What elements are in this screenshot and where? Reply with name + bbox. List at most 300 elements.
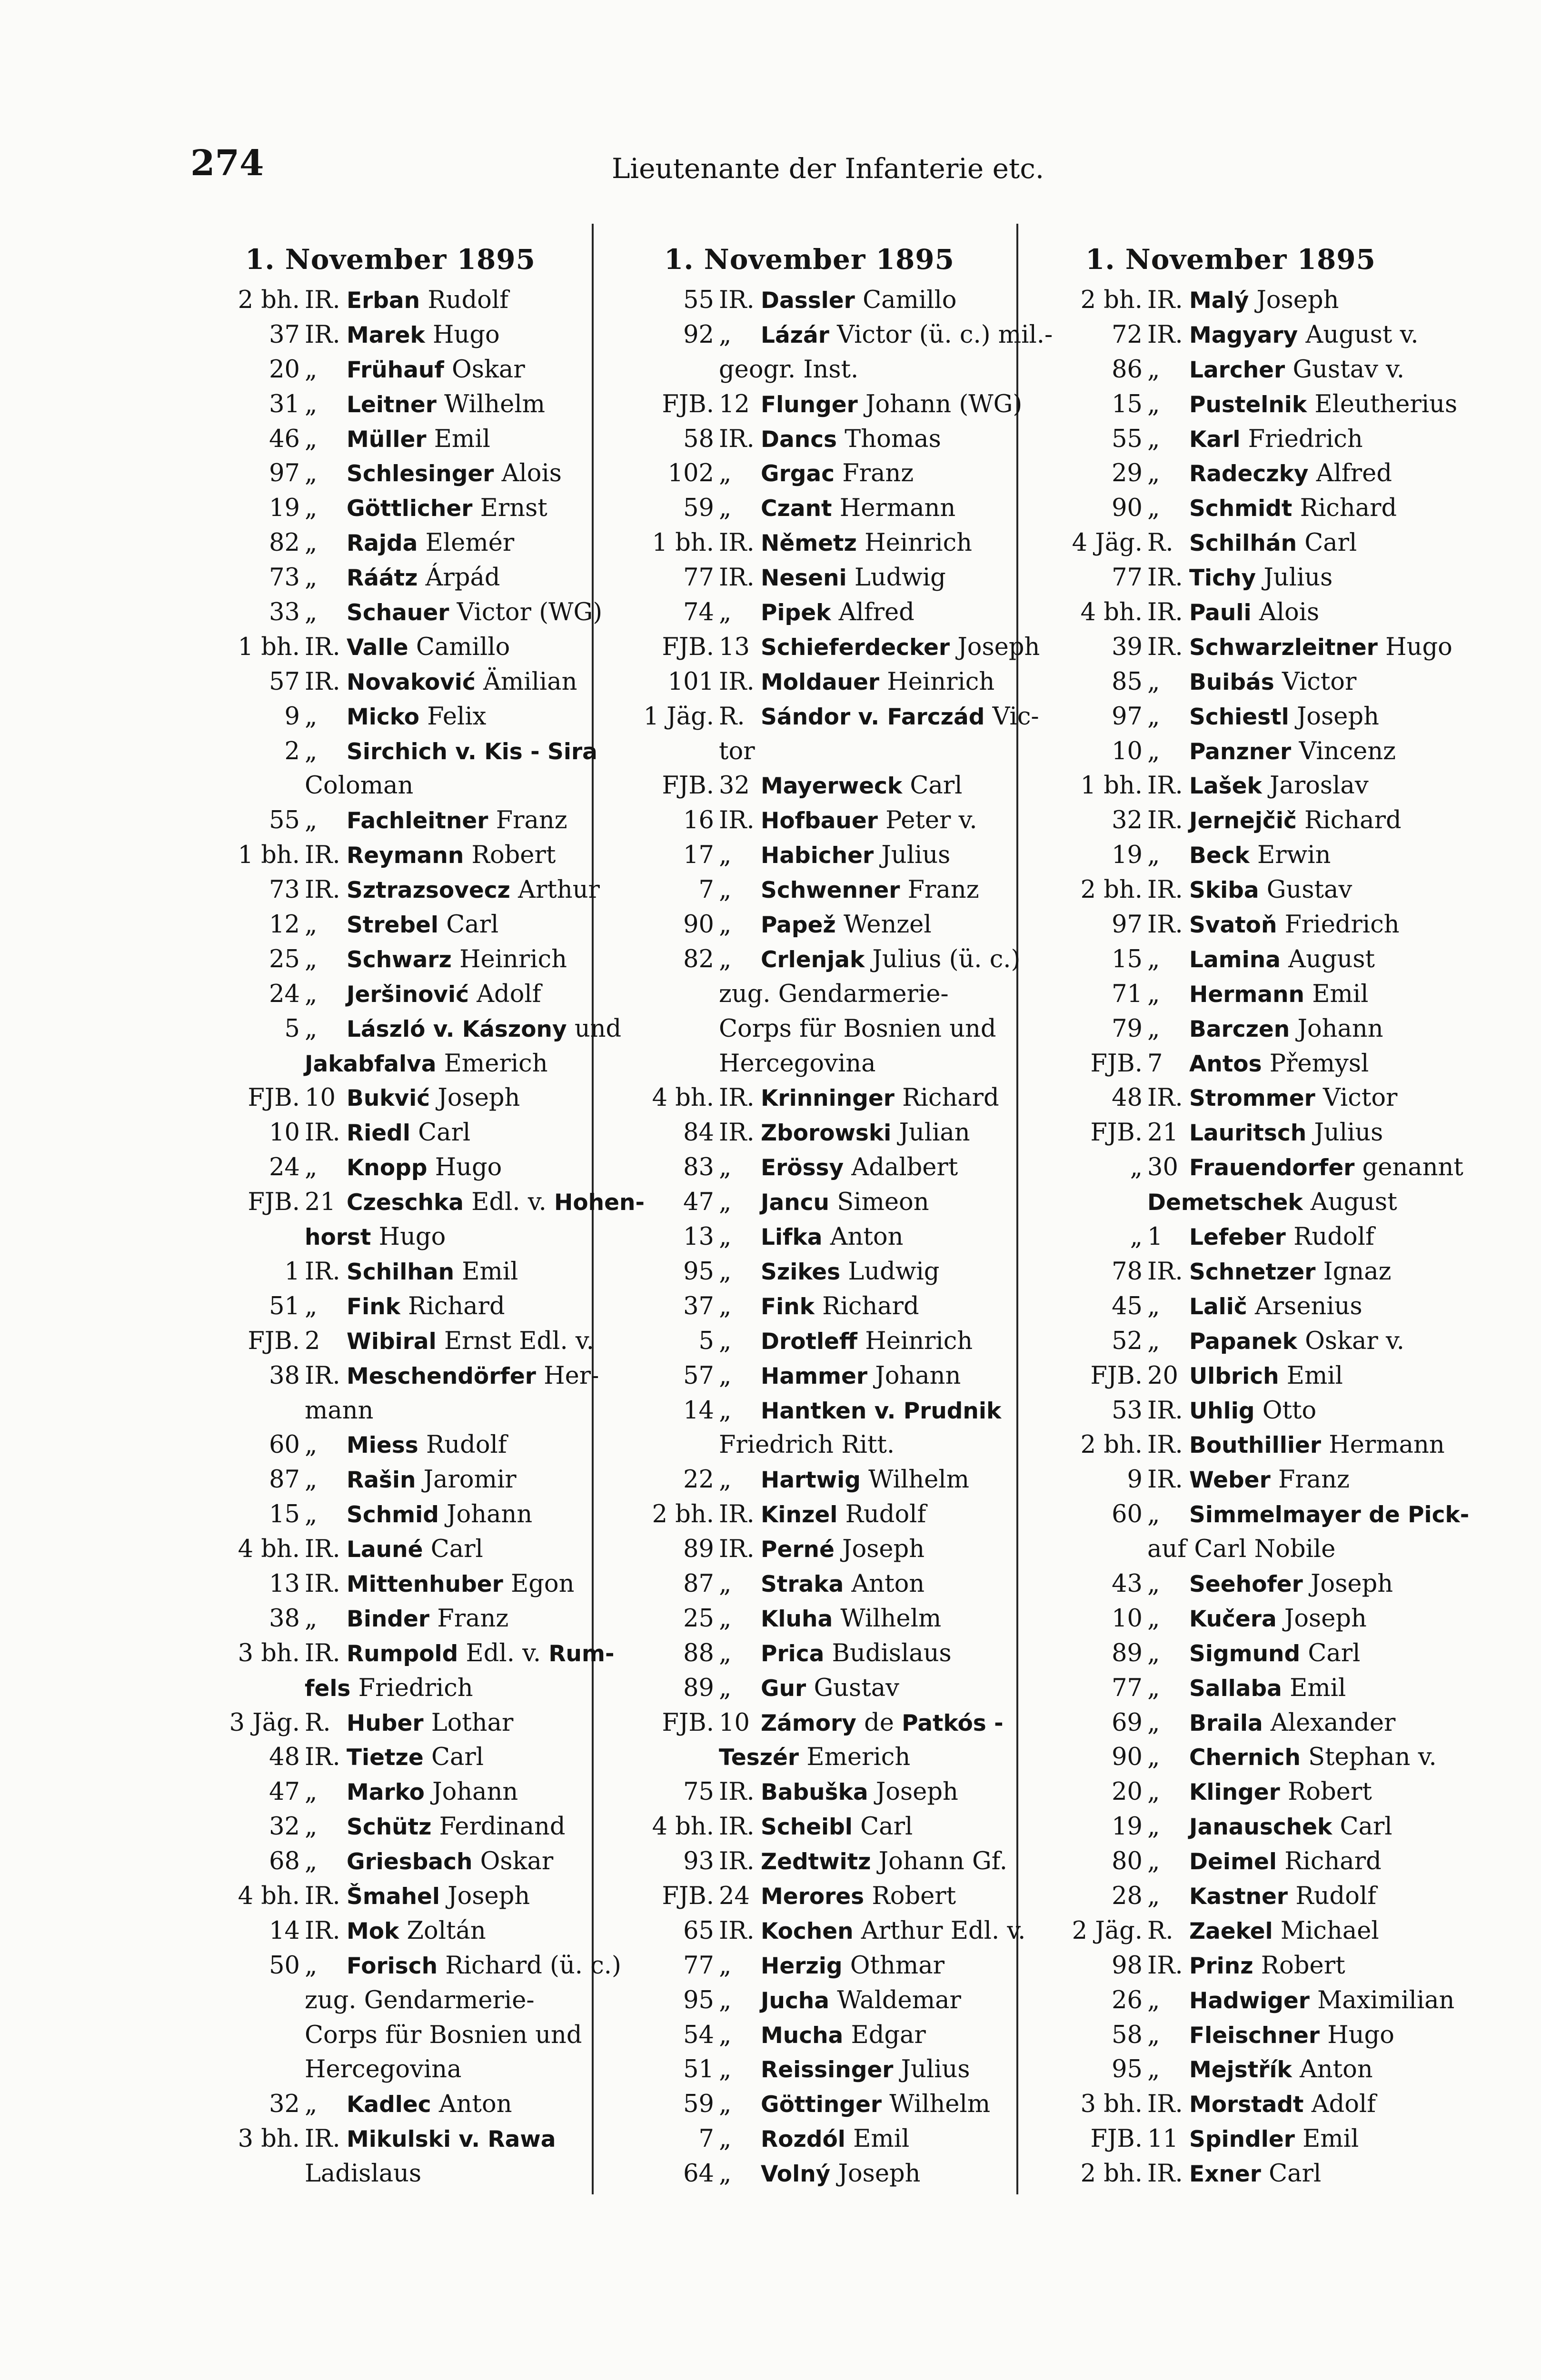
unit-number: 19 bbox=[1112, 841, 1143, 870]
surname: Sándor v. Farczád bbox=[761, 704, 985, 730]
unit-number: 25 bbox=[269, 945, 300, 973]
entry-line bbox=[595, 908, 1024, 942]
entry-line bbox=[1024, 630, 1452, 665]
surname: Mittenhuber bbox=[347, 1571, 503, 1597]
unit-type: „ bbox=[1147, 737, 1160, 765]
surname: Dancs bbox=[761, 426, 837, 453]
given-name: Robert bbox=[1288, 1778, 1372, 1806]
surname: Herzig bbox=[761, 1953, 843, 1979]
given-name: Rudolf bbox=[845, 1500, 926, 1529]
unit-number: 89 bbox=[1112, 1639, 1143, 1667]
unit-number: 20 bbox=[269, 355, 300, 384]
surname: Mejstřík bbox=[1189, 2057, 1292, 2083]
unit-type: IR. bbox=[1147, 772, 1183, 800]
given-name: Joseph bbox=[957, 633, 1040, 661]
unit-number: 46 bbox=[269, 425, 300, 453]
unit-type: „ bbox=[1147, 945, 1160, 973]
unit-type: 1 bbox=[1147, 1223, 1163, 1251]
unit-number: 3 bh. bbox=[238, 1639, 300, 1667]
unit-number: 69 bbox=[1112, 1708, 1143, 1737]
given-name: Julius bbox=[881, 841, 951, 870]
unit-number: 60 bbox=[269, 1431, 300, 1459]
surname: Kučera bbox=[1189, 1606, 1277, 1632]
given-name: Victor bbox=[1282, 667, 1357, 696]
unit-number: 2 bbox=[284, 737, 300, 765]
given-name: Robert bbox=[872, 1882, 956, 1910]
surname: Hermann bbox=[1189, 981, 1304, 1008]
entry-line bbox=[595, 1116, 1024, 1150]
entry-line bbox=[1024, 1012, 1438, 1047]
surname: Czeschka bbox=[347, 1190, 464, 1216]
unit-type: „ bbox=[305, 1466, 318, 1494]
unit-number: 15 bbox=[1112, 945, 1143, 973]
surname-continued: Teszér bbox=[719, 1745, 799, 1771]
entry-line bbox=[1024, 1844, 1438, 1879]
unit-number: 77 bbox=[683, 1951, 714, 1980]
unit-type: „ bbox=[1147, 1708, 1160, 1737]
unit-number: 89 bbox=[683, 1674, 714, 1702]
entry-line bbox=[1024, 1394, 1438, 1428]
entry-line bbox=[181, 1289, 600, 1324]
unit-type: IR. bbox=[305, 286, 340, 314]
surname: Jernejčič bbox=[1189, 808, 1297, 834]
surname: Kochen bbox=[761, 1918, 854, 1944]
unit-number: „ bbox=[1130, 1153, 1143, 1182]
given-name: Adalbert bbox=[851, 1153, 958, 1182]
entry-line bbox=[181, 1324, 600, 1359]
given-name: Gustav bbox=[814, 1674, 899, 1702]
surname: Meschendörfer bbox=[347, 1363, 536, 1389]
surname: Moldauer bbox=[761, 669, 880, 695]
unit-type: 20 bbox=[1147, 1361, 1178, 1390]
unit-type: „ bbox=[719, 1569, 732, 1598]
unit-type: „ bbox=[719, 598, 732, 627]
unit-number: 32 bbox=[1112, 806, 1143, 835]
unit-number: 14 bbox=[269, 1916, 300, 1945]
unit-type: „ bbox=[719, 320, 732, 349]
surname: Micko bbox=[347, 704, 420, 730]
column-lines bbox=[595, 283, 1053, 2192]
unit-number: 85 bbox=[1112, 667, 1143, 696]
unit-type: IR. bbox=[1147, 633, 1183, 661]
surname: Sztrazsovecz bbox=[347, 877, 510, 904]
unit-number: 4 bh. bbox=[238, 1535, 300, 1564]
given-name: Robert bbox=[471, 841, 556, 870]
unit-type: „ bbox=[1147, 1327, 1160, 1355]
unit-type: IR. bbox=[719, 806, 755, 835]
given-name: Alfred bbox=[838, 598, 915, 627]
entry-line bbox=[1024, 942, 1438, 977]
unit-type: „ bbox=[719, 911, 732, 939]
entry-line bbox=[181, 387, 600, 422]
unit-number: 60 bbox=[1112, 1500, 1143, 1529]
given-name: Julius bbox=[1314, 1119, 1383, 1147]
entry-line bbox=[595, 838, 1024, 873]
entry-line bbox=[1024, 1185, 1438, 1220]
unit-number: 16 bbox=[683, 806, 714, 835]
continuation-text: Hercegovina bbox=[719, 1049, 876, 1078]
given-name: Emil bbox=[1286, 1361, 1343, 1390]
unit-type: „ bbox=[719, 1188, 732, 1217]
entry-line bbox=[181, 2087, 600, 2122]
entry-line bbox=[1024, 2122, 1438, 2157]
given-name: Victor (WG) bbox=[457, 598, 603, 627]
continuation-text: geogr. Inst. bbox=[719, 355, 859, 384]
surname: Spindler bbox=[1189, 2126, 1295, 2153]
unit-number: 97 bbox=[1112, 702, 1143, 731]
entry-line bbox=[595, 1220, 1024, 1255]
unit-type: IR. bbox=[1147, 286, 1183, 314]
surname-continued: Hohen- bbox=[554, 1190, 645, 1216]
unit-type: „ bbox=[305, 1813, 318, 1841]
continuation-text: tor bbox=[719, 737, 755, 765]
entry-line bbox=[181, 1185, 645, 1220]
unit-number: 54 bbox=[683, 2021, 714, 2049]
entry-line bbox=[595, 873, 1024, 908]
entry-line bbox=[595, 1636, 1024, 1671]
entry-line bbox=[1024, 700, 1438, 734]
given-name: Camillo bbox=[863, 286, 957, 314]
entry-line bbox=[595, 977, 1024, 1012]
surname: Hadwiger bbox=[1189, 1987, 1310, 2014]
given-name: Carl bbox=[1304, 529, 1357, 557]
unit-type: IR. bbox=[1147, 1396, 1183, 1425]
given-name: Joseph bbox=[1256, 286, 1339, 314]
unit-number: 48 bbox=[1112, 1084, 1143, 1112]
given-name: Johann bbox=[447, 1500, 533, 1529]
surname: Lalič bbox=[1189, 1293, 1247, 1320]
given-name: Joseph bbox=[842, 1535, 925, 1564]
surname: Hantken v. Prudnik bbox=[761, 1398, 1002, 1424]
entry-line bbox=[595, 387, 1024, 422]
unit-type: IR. bbox=[1147, 1257, 1183, 1286]
entry-line bbox=[595, 630, 1040, 665]
unit-number: 38 bbox=[269, 1361, 300, 1390]
entry-line bbox=[595, 1289, 1024, 1324]
entry-line bbox=[1024, 561, 1438, 595]
unit-type: „ bbox=[1147, 2055, 1160, 2084]
given-name: Otto bbox=[1262, 1396, 1317, 1425]
unit-type: „ bbox=[1147, 1674, 1160, 1702]
surname-continued: Demetschek bbox=[1147, 1190, 1303, 1216]
entry-line bbox=[1024, 1636, 1438, 1671]
unit-number: 2 bh. bbox=[238, 286, 300, 314]
entry-line bbox=[181, 1255, 600, 1289]
given-name: Adolf bbox=[477, 980, 541, 1008]
unit-number: 24 bbox=[269, 980, 300, 1008]
unit-number: 20 bbox=[1112, 1778, 1143, 1806]
unit-type: „ bbox=[719, 1639, 732, 1667]
surname: Frühauf bbox=[347, 357, 444, 383]
surname: Uhlig bbox=[1189, 1398, 1255, 1424]
unit-number: 32 bbox=[269, 2090, 300, 2119]
given-name: Johann Gf. bbox=[878, 1847, 1007, 1876]
surname: Miess bbox=[347, 1432, 418, 1459]
unit-type: „ bbox=[719, 2160, 732, 2188]
unit-number: 37 bbox=[269, 320, 300, 349]
surname: Schütz bbox=[347, 1814, 432, 1841]
unit-type: „ bbox=[305, 355, 318, 384]
entry-line bbox=[595, 1567, 1024, 1602]
given-name: Joseph bbox=[447, 1882, 530, 1910]
unit-number: 51 bbox=[683, 2055, 714, 2084]
unit-number: 1 bh. bbox=[1080, 772, 1143, 800]
unit-number: 95 bbox=[683, 1986, 714, 2014]
entry-line bbox=[595, 942, 1024, 977]
surname: Neseni bbox=[761, 565, 847, 592]
entry-line bbox=[181, 908, 600, 942]
surname: Schwenner bbox=[761, 877, 900, 904]
unit-number: 4 Jäg. bbox=[1072, 529, 1143, 557]
unit-number: 87 bbox=[269, 1466, 300, 1494]
surname: Flunger bbox=[761, 391, 858, 418]
entry-line bbox=[1024, 1983, 1455, 2018]
entry-line bbox=[181, 422, 600, 457]
unit-number: 29 bbox=[1112, 459, 1143, 488]
entry-line bbox=[181, 1844, 600, 1879]
entry-line bbox=[1024, 422, 1438, 457]
surname: Braila bbox=[1189, 1710, 1263, 1736]
unit-number: FJB. bbox=[248, 1084, 300, 1112]
given-name: Johann (WG) bbox=[865, 390, 1023, 418]
unit-type: R. bbox=[719, 702, 745, 731]
entry-line bbox=[1024, 838, 1438, 873]
unit-type: IR. bbox=[305, 841, 340, 870]
given-name: Ludwig bbox=[848, 1257, 940, 1286]
unit-type: IR. bbox=[1147, 1084, 1183, 1112]
unit-type: IR. bbox=[305, 320, 340, 349]
unit-number: 13 bbox=[683, 1223, 714, 1251]
unit-type: „ bbox=[305, 1847, 318, 1876]
surname: Gur bbox=[761, 1675, 806, 1702]
continuation-text: Hugo bbox=[378, 1223, 446, 1251]
unit-number: 75 bbox=[683, 1778, 714, 1806]
entry-line bbox=[181, 491, 600, 526]
unit-number: 47 bbox=[269, 1778, 300, 1806]
given-name: Joseph bbox=[1296, 702, 1379, 731]
unit-type: „ bbox=[1147, 425, 1160, 453]
entry-line bbox=[181, 526, 600, 561]
surname: Weber bbox=[1189, 1467, 1271, 1494]
surname: Erban bbox=[347, 288, 420, 314]
given-name: Franz bbox=[907, 876, 979, 904]
unit-number: 9 bbox=[1127, 1466, 1143, 1494]
entry-line bbox=[595, 561, 1024, 595]
entry-line bbox=[595, 1983, 1024, 2018]
given-name: Joseph bbox=[437, 1084, 520, 1112]
given-name: Friedrich bbox=[1284, 911, 1400, 939]
unit-number: 1 bh. bbox=[238, 633, 300, 661]
unit-type: IR. bbox=[719, 425, 755, 453]
unit-number: 82 bbox=[683, 945, 714, 973]
surname-continued: fels bbox=[305, 1675, 351, 1702]
unit-number: 5 bbox=[698, 1327, 714, 1355]
surname: Klinger bbox=[1189, 1779, 1280, 1806]
entry-line bbox=[1024, 1949, 1438, 1983]
surname: Prica bbox=[761, 1640, 825, 1667]
unit-number: 3 Jäg. bbox=[229, 1708, 300, 1737]
surname: Schiestl bbox=[1189, 704, 1289, 730]
given-name: Othmar bbox=[850, 1951, 945, 1980]
unit-type: IR. bbox=[305, 1257, 340, 1286]
surname: Hartwig bbox=[761, 1467, 861, 1494]
given-name: Emil bbox=[434, 425, 490, 453]
surname: Skiba bbox=[1189, 877, 1259, 904]
given-name: Wilhelm bbox=[840, 1604, 942, 1633]
surname: Babuška bbox=[761, 1779, 868, 1806]
continuation-text: August bbox=[1310, 1188, 1397, 1217]
unit-number: 37 bbox=[683, 1292, 714, 1320]
entry-line bbox=[595, 2087, 1024, 2122]
entry-line bbox=[595, 1324, 1024, 1359]
surname: Novaković bbox=[347, 669, 476, 695]
unit-type: IR. bbox=[1147, 598, 1183, 627]
unit-number: 78 bbox=[1112, 1257, 1143, 1286]
given-name: Heinrich bbox=[459, 945, 567, 973]
unit-number: 1 bbox=[284, 1257, 300, 1286]
given-name: Gustav v. bbox=[1292, 355, 1405, 384]
entry-line bbox=[595, 1914, 1024, 1949]
unit-number: 88 bbox=[683, 1639, 714, 1667]
unit-number: 53 bbox=[1112, 1396, 1143, 1425]
surname: Chernich bbox=[1189, 1745, 1301, 1771]
entry-line bbox=[595, 665, 1024, 700]
entry-line bbox=[181, 1220, 600, 1255]
unit-number: 59 bbox=[683, 494, 714, 523]
entry-line bbox=[181, 1081, 600, 1116]
given-name: Alois bbox=[1259, 598, 1320, 627]
entry-line bbox=[595, 1949, 1024, 1983]
surname: Jeršinović bbox=[347, 981, 469, 1008]
entry-line bbox=[1024, 491, 1438, 526]
surname: Crlenjak bbox=[761, 946, 865, 973]
unit-type: 13 bbox=[719, 633, 750, 661]
surname: Griesbach bbox=[347, 1849, 473, 1875]
given-name: Ignaz bbox=[1323, 1257, 1392, 1286]
given-name: Ludwig bbox=[854, 564, 946, 592]
unit-number: 28 bbox=[1112, 1882, 1143, 1910]
unit-number: 3 bh. bbox=[1080, 2090, 1143, 2119]
unit-type: 2 bbox=[305, 1327, 320, 1355]
surname: Papanek bbox=[1189, 1328, 1297, 1355]
surname: Marek bbox=[347, 322, 425, 348]
surname: Müller bbox=[347, 426, 427, 453]
surname: Tietze bbox=[347, 1745, 424, 1771]
surname: Pauli bbox=[1189, 600, 1252, 626]
given-name: August v. bbox=[1305, 320, 1419, 349]
entry-line bbox=[181, 2018, 600, 2053]
entry-line bbox=[595, 318, 1053, 353]
unit-type: „ bbox=[719, 1604, 732, 1633]
entry-line bbox=[595, 526, 1024, 561]
given-name: Elemér bbox=[425, 529, 515, 557]
unit-number: FJB. bbox=[662, 1708, 714, 1737]
entry-line bbox=[1024, 2087, 1438, 2122]
entry-line bbox=[181, 1012, 622, 1047]
continuation-text: Ladislaus bbox=[305, 2160, 422, 2188]
given-name: de bbox=[864, 1708, 894, 1737]
surname: Kastner bbox=[1189, 1883, 1288, 1910]
given-name: Waldemar bbox=[837, 1986, 961, 2014]
given-name: Vic- bbox=[992, 702, 1039, 731]
unit-type: IR. bbox=[719, 1813, 755, 1841]
surname: Svatoň bbox=[1189, 912, 1277, 939]
continuation-text: auf Carl Nobile bbox=[1147, 1535, 1336, 1564]
unit-type: „ bbox=[1147, 1847, 1160, 1876]
unit-type: „ bbox=[305, 1951, 318, 1980]
given-name: Zoltán bbox=[407, 1916, 486, 1945]
unit-number: 45 bbox=[1112, 1292, 1143, 1320]
unit-number: 9 bbox=[284, 702, 300, 731]
surname: Valle bbox=[347, 634, 408, 661]
unit-type: „ bbox=[719, 1361, 732, 1390]
given-name: Alois bbox=[501, 459, 562, 488]
entry-line bbox=[595, 1810, 1024, 1844]
given-name: Franz bbox=[437, 1604, 509, 1633]
surname: Bukvić bbox=[347, 1085, 430, 1112]
entry-line bbox=[181, 1706, 600, 1741]
entry-line bbox=[595, 1359, 1024, 1394]
given-name: genannt bbox=[1362, 1153, 1463, 1182]
given-name: Árpád bbox=[425, 564, 500, 592]
entry-line bbox=[595, 1047, 1024, 1081]
entry-line bbox=[595, 283, 1024, 318]
entry-line bbox=[181, 1497, 600, 1532]
entry-line bbox=[595, 769, 1024, 803]
given-name: Emil bbox=[1302, 2125, 1359, 2153]
surname: Pipek bbox=[761, 600, 831, 626]
given-name: Carl bbox=[431, 1743, 484, 1772]
surname: Volný bbox=[761, 2161, 831, 2188]
surname: Rumpold bbox=[347, 1640, 458, 1667]
entry-line bbox=[1024, 1463, 1438, 1497]
given-name: Rudolf bbox=[1293, 1223, 1374, 1251]
given-name: Arthur Edl. v. bbox=[861, 1916, 1026, 1945]
unit-type: IR. bbox=[719, 1778, 755, 1806]
unit-number: 65 bbox=[683, 1916, 714, 1945]
unit-type: IR. bbox=[1147, 1466, 1183, 1494]
surname: Szikes bbox=[761, 1259, 841, 1285]
unit-type: „ bbox=[305, 2090, 318, 2119]
unit-type: IR. bbox=[719, 1119, 755, 1147]
unit-type: IR. bbox=[305, 1569, 340, 1598]
surname: Ráátz bbox=[347, 565, 418, 592]
unit-number: 2 bh. bbox=[652, 1500, 714, 1529]
unit-type: „ bbox=[305, 425, 318, 453]
surname: Merores bbox=[761, 1883, 865, 1910]
unit-type: „ bbox=[305, 459, 318, 488]
entry-line bbox=[1024, 353, 1438, 387]
given-name: Rudolf bbox=[426, 1431, 507, 1459]
surname: Lamina bbox=[1189, 946, 1281, 973]
given-name: Oskar bbox=[452, 355, 525, 384]
given-name: Peter v. bbox=[885, 806, 977, 835]
unit-number: 73 bbox=[269, 564, 300, 592]
unit-type: „ bbox=[719, 459, 732, 488]
unit-number: 13 bbox=[269, 1569, 300, 1598]
column-heading: 1. November 1895 bbox=[245, 243, 536, 276]
given-name: Rudolf bbox=[428, 286, 509, 314]
unit-type: „ bbox=[1147, 1569, 1160, 1598]
given-name: Richard bbox=[1304, 806, 1402, 835]
unit-number: 10 bbox=[1112, 737, 1143, 765]
unit-number: 77 bbox=[683, 564, 714, 592]
unit-type: „ bbox=[719, 1674, 732, 1702]
unit-type: „ bbox=[719, 2125, 732, 2153]
unit-type: „ bbox=[1147, 1778, 1160, 1806]
surname: Mok bbox=[347, 1918, 399, 1944]
surname: Czant bbox=[761, 496, 832, 522]
